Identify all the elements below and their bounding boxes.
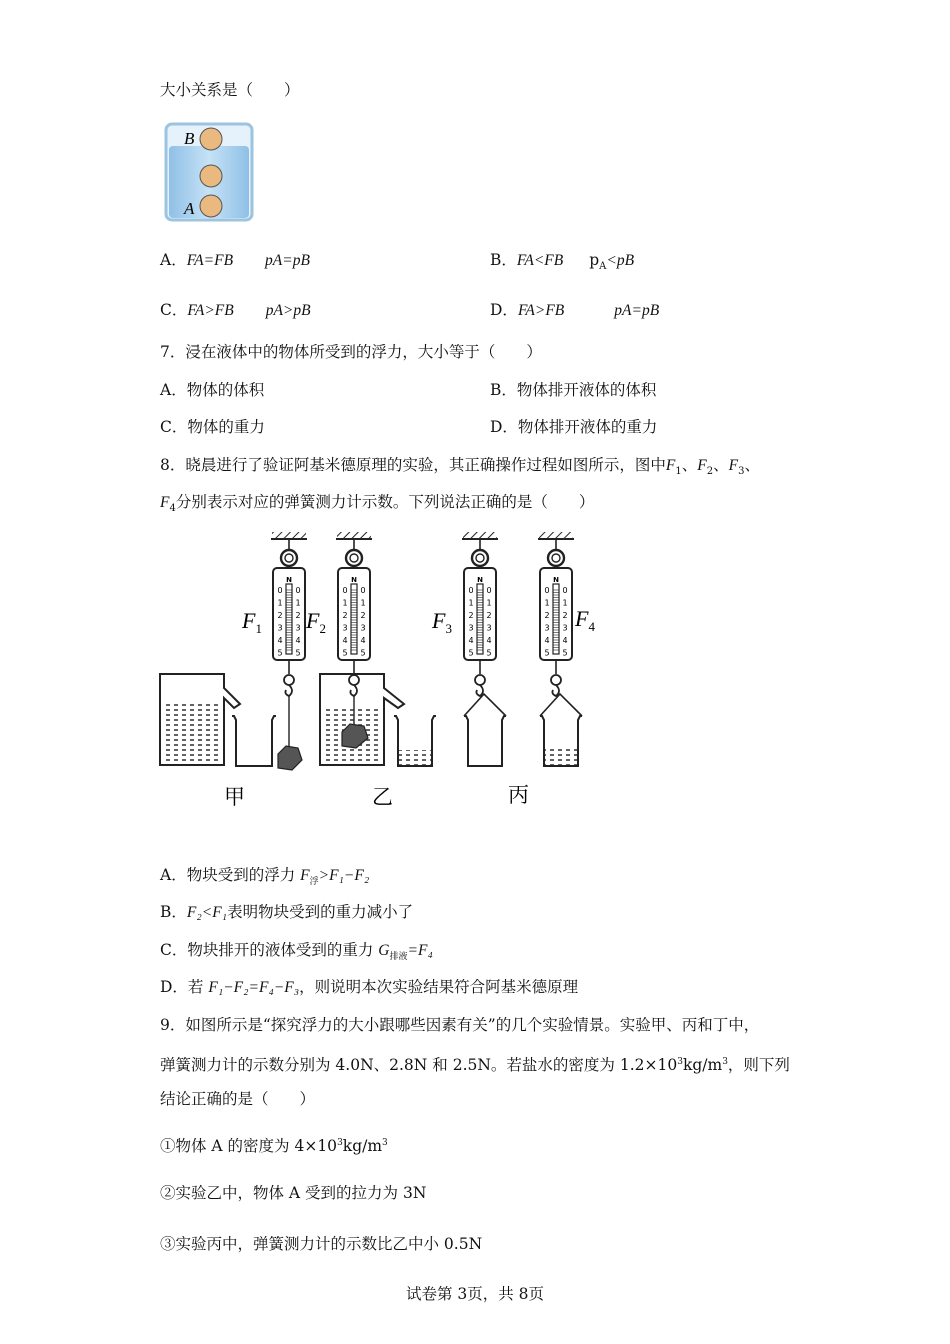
q9-stem-line3: 结论正确的是（ ）	[160, 1090, 316, 1108]
scale-1-tick-left-2: 2	[277, 611, 283, 620]
hanger-f4	[540, 694, 582, 716]
scale-4-tick-right-1: 1	[562, 598, 568, 608]
beaker-yi-liquid	[399, 750, 431, 765]
scale-3-tick-left-3: 3	[468, 623, 474, 633]
scale-3-tick-left-0: 0	[468, 586, 474, 595]
scale-2-tick-left-1: 1	[342, 598, 348, 608]
beaker-bing-liquid	[545, 748, 577, 765]
scale-4-ceiling	[539, 532, 573, 538]
scale-1-tick-right-1: 1	[295, 598, 301, 608]
scale-2-tick-left-3: 3	[342, 623, 348, 633]
scale-3-tick-right-0: 0	[486, 586, 492, 595]
scale-2-tick-right-3: 3	[360, 623, 366, 633]
label-f2: $F_2$	[306, 608, 326, 636]
scale-1-tick-left-1: 1	[277, 598, 283, 608]
scale-2-unit: N	[351, 576, 357, 584]
scale-3-tick-right-5: 5	[486, 648, 492, 658]
scale-4-tick-right-4: 4	[562, 636, 568, 645]
scale-1-ceiling	[272, 532, 306, 538]
hanger-f3	[464, 694, 506, 716]
scale-4-tick-left-3: 3	[544, 623, 550, 633]
label-a: A	[184, 199, 195, 218]
scale-3-tick-left-5: 5	[468, 648, 474, 658]
scale-2-hook	[350, 685, 357, 696]
scale-4-slot	[553, 584, 559, 654]
scale-3-tick-left-4: 4	[468, 636, 474, 645]
scale-2-tick-right-5: 5	[360, 648, 366, 658]
q8-option-b[interactable]: B．F₂<F₁表明物块受到的重力减小了	[160, 903, 414, 921]
scale-3-hook	[476, 685, 483, 696]
scale-1-tick-right-0: 0	[295, 586, 301, 595]
q6-option-d[interactable]: D．FA>FB pA=pB	[490, 301, 660, 319]
scale-3-tick-right-3: 3	[486, 623, 492, 633]
scale-4-ring-inner	[552, 554, 560, 562]
q6-option-c[interactable]: C．FA>FB pA>pB	[160, 301, 311, 319]
q9-statement-2: ②实验乙中，物体 A 受到的拉力为 3N	[160, 1184, 427, 1202]
scale-3-tick-right-4: 4	[486, 636, 492, 645]
q9-stem-line1: 9．如图所示是“探究浮力的大小跟哪些因素有关”的几个实验情景。实验甲、丙和丁中，	[160, 1016, 760, 1034]
scale-4-tick-right-0: 0	[562, 586, 568, 595]
label-b: B	[184, 129, 195, 148]
scale-3-hook-loop	[475, 675, 485, 685]
scale-3-ceiling	[463, 532, 497, 538]
scale-4-tick-right-2: 2	[562, 611, 568, 620]
scale-4-tick-right-5: 5	[562, 648, 568, 658]
scale-3-tick-left-1: 1	[468, 598, 474, 608]
q9-statement-3: ③实验丙中，弹簧测力计的示数比乙中小 0.5N	[160, 1235, 483, 1253]
q6-option-a[interactable]: A．FA=FB pA=pB	[160, 251, 310, 269]
scale-1-slot	[286, 584, 292, 654]
scale-2-slot	[351, 584, 357, 654]
scale-3-tick-left-2: 2	[468, 611, 474, 620]
q8-option-d[interactable]: D．若 F₁−F₂=F₄−F₃，则说明本次实验结果符合阿基米德原理	[160, 978, 579, 996]
caption-jia: 甲	[224, 785, 245, 809]
scale-4-hook	[552, 685, 559, 696]
scale-1-tick-left-5: 5	[277, 648, 283, 658]
scale-2-tick-left-4: 4	[342, 636, 348, 645]
scale-2-tick-left-5: 5	[342, 648, 348, 658]
scale-2-tick-left-2: 2	[342, 611, 348, 620]
rock-jia	[278, 746, 302, 770]
q7-option-d[interactable]: D．物体排开液体的重力	[490, 418, 658, 436]
q8-option-a[interactable]: A．物块受到的浮力 $F_浮>F_1-F_2$	[160, 866, 370, 888]
ball-a	[200, 195, 222, 217]
q7-option-a[interactable]: A．物体的体积	[160, 381, 265, 399]
scale-1-ring-inner	[285, 554, 293, 562]
scale-1-tick-left-0: 0	[277, 586, 283, 595]
beaker-bing-empty	[464, 716, 506, 766]
scale-4-tick-left-5: 5	[544, 648, 550, 658]
beaker-jia	[232, 716, 276, 766]
q6-stem-tail: 大小关系是（ ）	[160, 81, 300, 99]
q7-option-c[interactable]: C．物体的重力	[160, 418, 265, 436]
scale-4-tick-right-3: 3	[562, 623, 568, 633]
scale-2-tick-left-0: 0	[342, 586, 348, 595]
scale-2-tick-right-2: 2	[360, 611, 366, 620]
scale-2-hook-loop	[349, 675, 359, 685]
scale-3-unit: N	[477, 576, 483, 584]
scale-4-tick-left-2: 2	[544, 611, 550, 620]
scale-1-tick-right-4: 4	[295, 636, 301, 645]
q8-stem-line2: $F_4$分别表示对应的弹簧测力计示数。下列说法正确的是（ ）	[160, 493, 595, 515]
archimedes-experiment-figure	[158, 528, 598, 813]
caption-bing: 丙	[508, 783, 529, 807]
caption-yi: 乙	[372, 785, 393, 809]
scale-3-tick-right-1: 1	[486, 598, 492, 608]
scale-4-hook-loop	[551, 675, 561, 685]
scale-3-tick-right-2: 2	[486, 611, 492, 620]
scale-1-tick-left-4: 4	[277, 636, 283, 645]
label-f1: $F_1$	[242, 608, 262, 636]
scale-2-ring-inner	[350, 554, 358, 562]
page-footer: 试卷第 3页，共 8页	[405, 1285, 545, 1303]
q8-option-c[interactable]: C．物块排开的液体受到的重力 $G_{排液}=F_4$	[160, 941, 433, 963]
scale-1-tick-right-3: 3	[295, 623, 301, 633]
scale-1-hook-loop	[284, 675, 294, 685]
scale-2-tick-right-0: 0	[360, 586, 366, 595]
scale-2-tick-right-1: 1	[360, 598, 366, 608]
scale-1-tick-right-2: 2	[295, 611, 301, 620]
q9-stem-line2: 弹簧测力计的示数分别为 4.0N、2.8N 和 2.5N。若盐水的密度为 $1.2\times 10^3kg/m^3$，则下列	[160, 1056, 790, 1075]
ball-middle	[200, 165, 222, 187]
overflow-cup-jia-liquid	[162, 702, 222, 763]
ball-b	[200, 128, 222, 150]
scale-4-tick-left-1: 1	[544, 598, 550, 608]
beaker-figure	[160, 120, 260, 225]
scale-4-unit: N	[553, 576, 559, 584]
scale-1-tick-left-3: 3	[277, 623, 283, 633]
q7-stem: 7．浸在液体中的物体所受到的浮力，大小等于（ ）	[160, 343, 542, 361]
q8-stem-line1: 8．晓晨进行了验证阿基米德原理的实验，其正确操作过程如图所示，图中$F_1$、$F_2$、$F_3$、	[160, 456, 760, 478]
scale-4-tick-left-0: 0	[544, 586, 550, 595]
scale-4-tick-left-4: 4	[544, 636, 550, 645]
scale-2-tick-right-4: 4	[360, 636, 366, 645]
q6-option-b[interactable]: B．FA<FB $p_A<pB$	[490, 251, 635, 273]
scale-3-slot	[477, 584, 483, 654]
scale-3-ring-inner	[476, 554, 484, 562]
scale-1-unit: N	[286, 576, 292, 584]
q7-option-b[interactable]: B．物体排开液体的体积	[490, 381, 657, 399]
scale-2-ceiling	[337, 532, 371, 538]
q9-statement-1: ①物体 A 的密度为 $4\times 10^3kg/m^3$	[160, 1137, 388, 1156]
label-f3: $F_3$	[432, 608, 452, 636]
label-f4: $F_4$	[575, 606, 595, 634]
scale-1-tick-right-5: 5	[295, 648, 301, 658]
scale-1-hook	[285, 685, 292, 696]
